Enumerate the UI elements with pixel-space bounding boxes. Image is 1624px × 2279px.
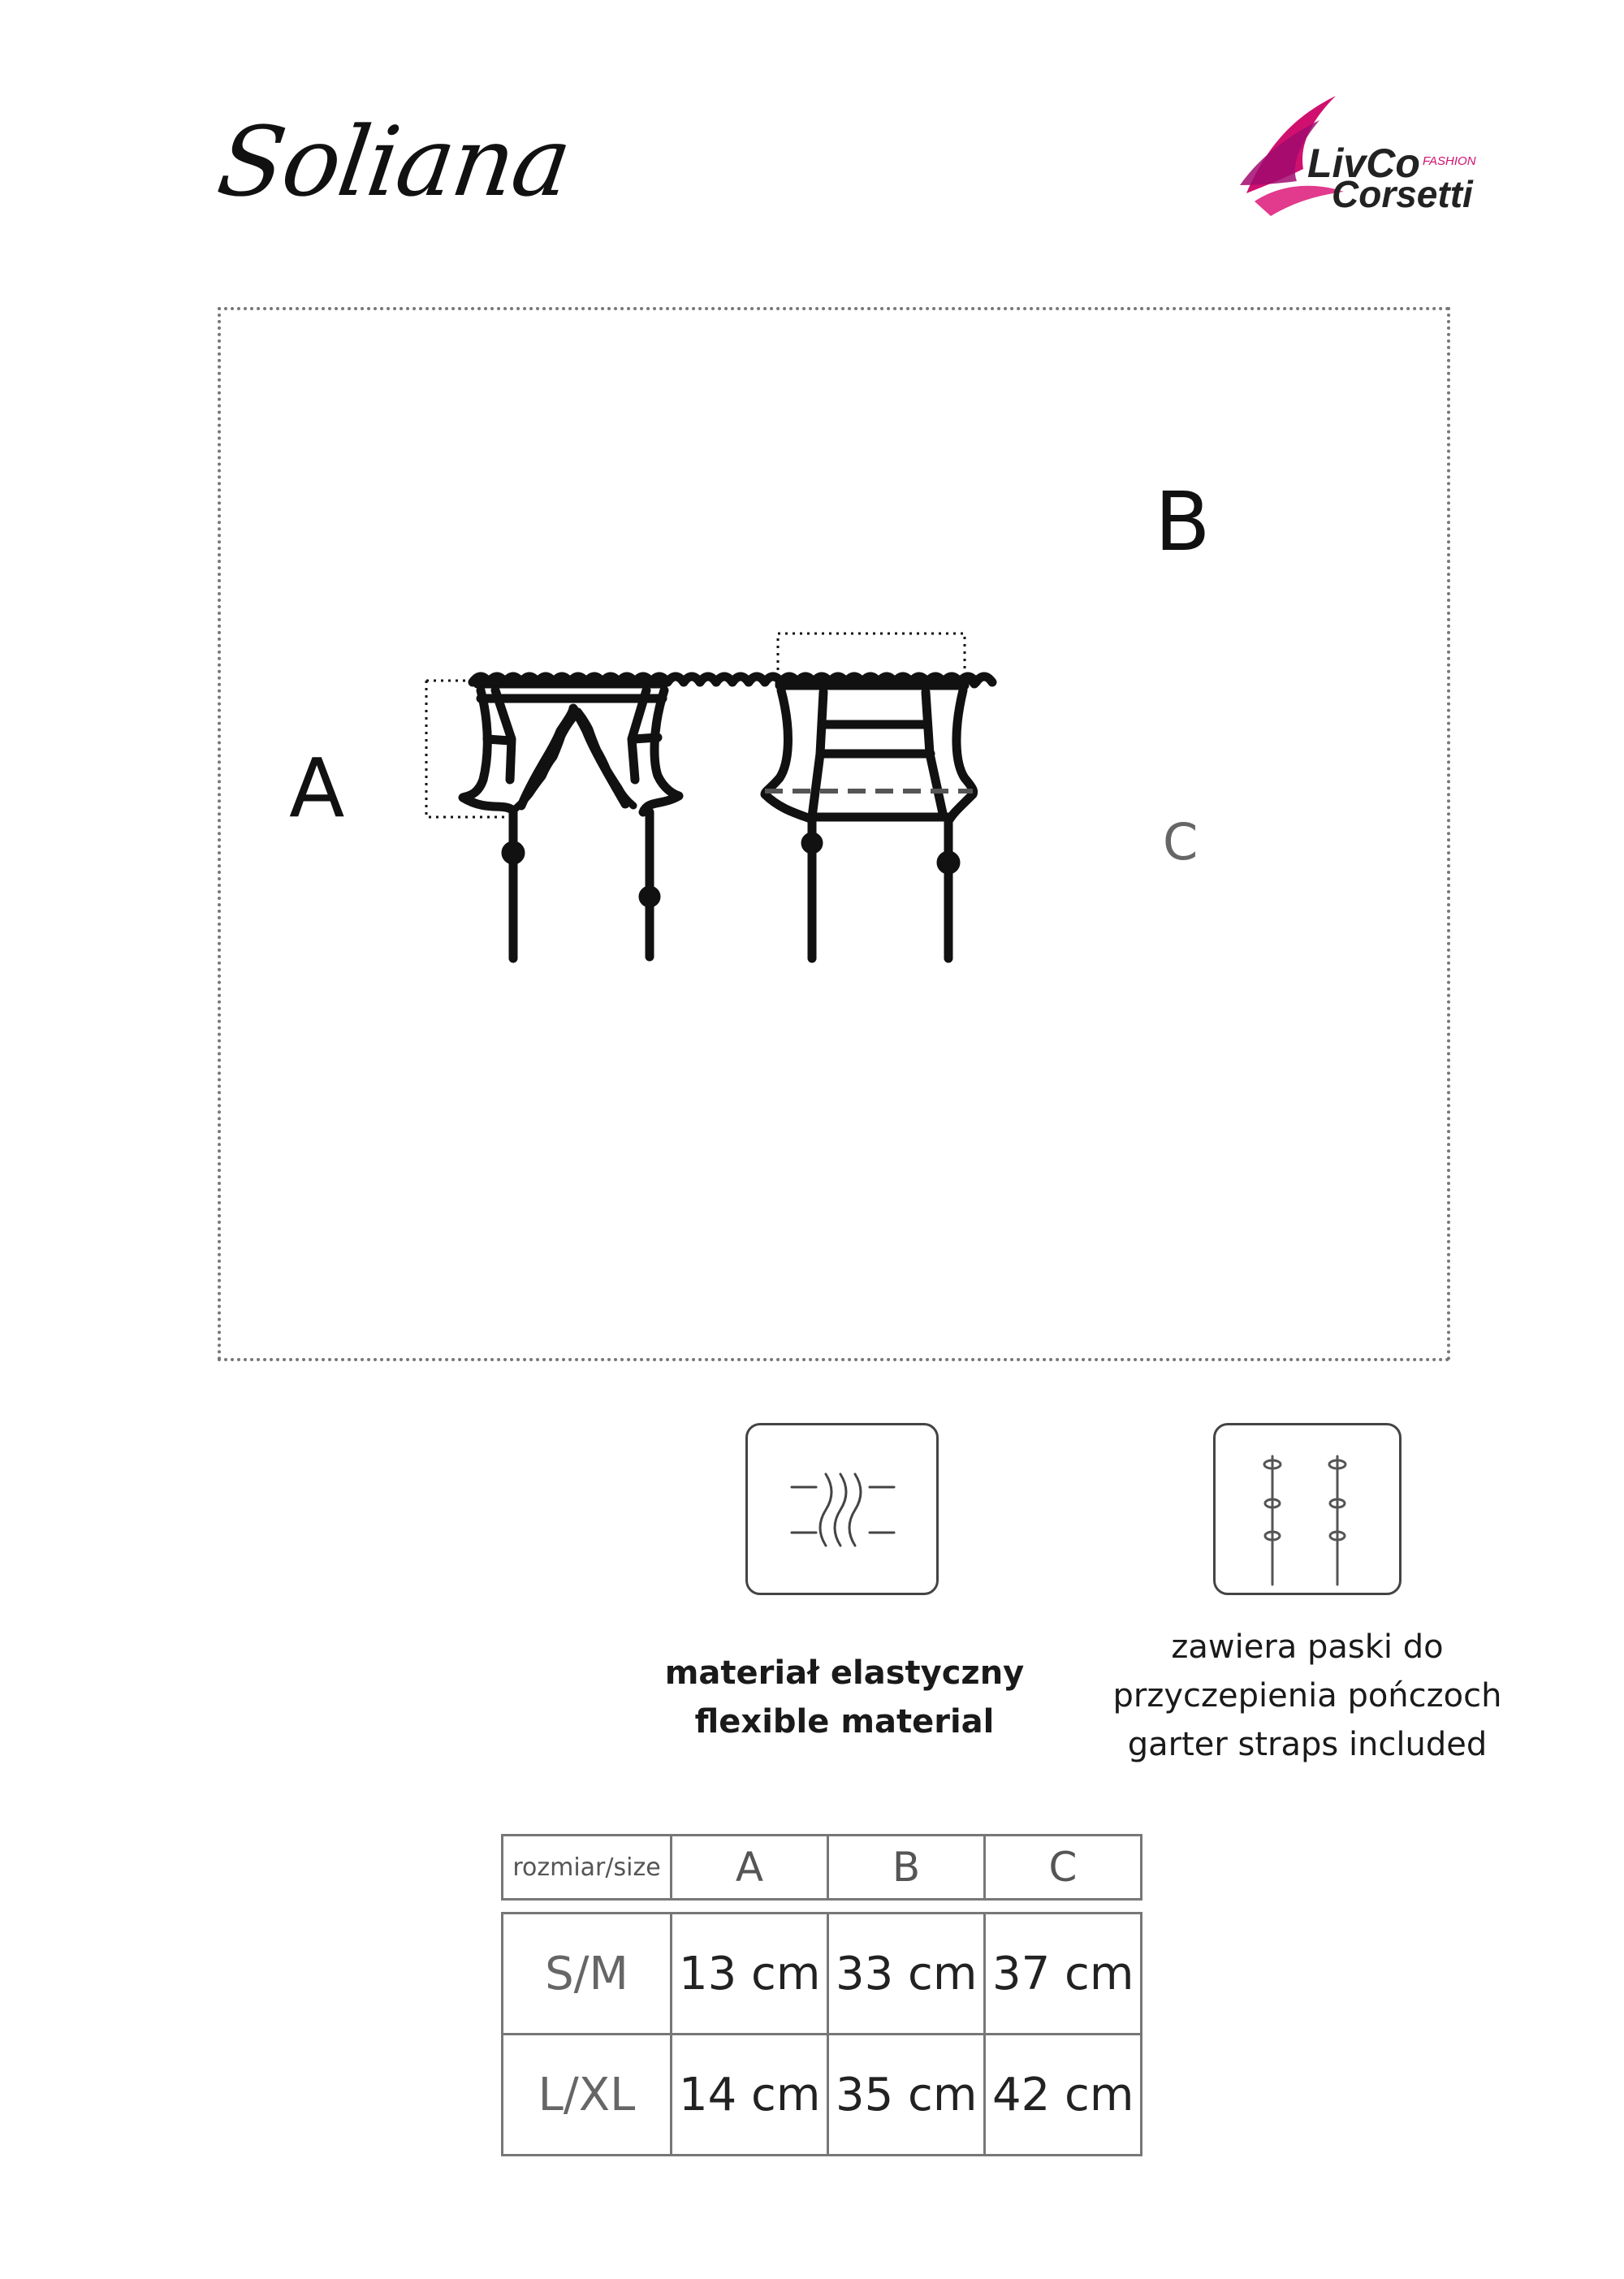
garter-belt-diagram [219,309,1449,1360]
table-row [503,2035,1142,2156]
measure-cell-a: 14 cm [672,2035,828,2156]
size-header-cell: rozmiar/size [503,1836,672,1900]
caption-line: zawiera paski do [1171,1628,1444,1666]
measure-cell-b: 35 cm [828,2035,985,2156]
stretch-icon [748,1425,936,1593]
product-name: Soliana [211,106,577,218]
measure-cell-c: 37 cm [985,1914,1142,2035]
feature-caption-garters [1064,1623,1551,1769]
size-cell: S/M [503,1914,672,2035]
measure-cell-c: 42 cm [985,2035,1142,2156]
caption-line: materiał elastyczny [664,1654,1025,1692]
stretch-icon-box [745,1423,939,1595]
size-cell: L/XL [503,2035,672,2156]
measure-cell-a: 13 cm [672,1914,828,2035]
dimension-a-label: A [289,741,345,836]
brand-tag: FASHION [1423,154,1476,168]
size-table [501,1834,1142,2156]
caption-line: garter straps included [1127,1726,1488,1763]
measure-cell-b: 33 cm [828,1914,985,2035]
back-view [765,678,974,958]
caption-line: flexible material [694,1703,995,1741]
garter-straps-icon [1216,1425,1399,1593]
size-table-header [503,1836,1142,1900]
feature-caption-elastic [617,1649,1072,1746]
size-header-cell: C [985,1836,1142,1900]
brand-name-livco: LivCo [1307,141,1420,186]
table-row [503,1914,1142,2035]
caption-line: przyczepienia pończoch [1112,1677,1502,1715]
dimension-c-label: C [1163,812,1199,871]
brand-name-corsetti: Corsetti [1332,173,1473,215]
table-spacer [503,1900,1142,1914]
size-header-cell: A [672,1836,828,1900]
size-header-cell: B [828,1836,985,1900]
dimension-b-label: B [1155,474,1211,569]
garter-straps-icon-box [1213,1423,1402,1595]
